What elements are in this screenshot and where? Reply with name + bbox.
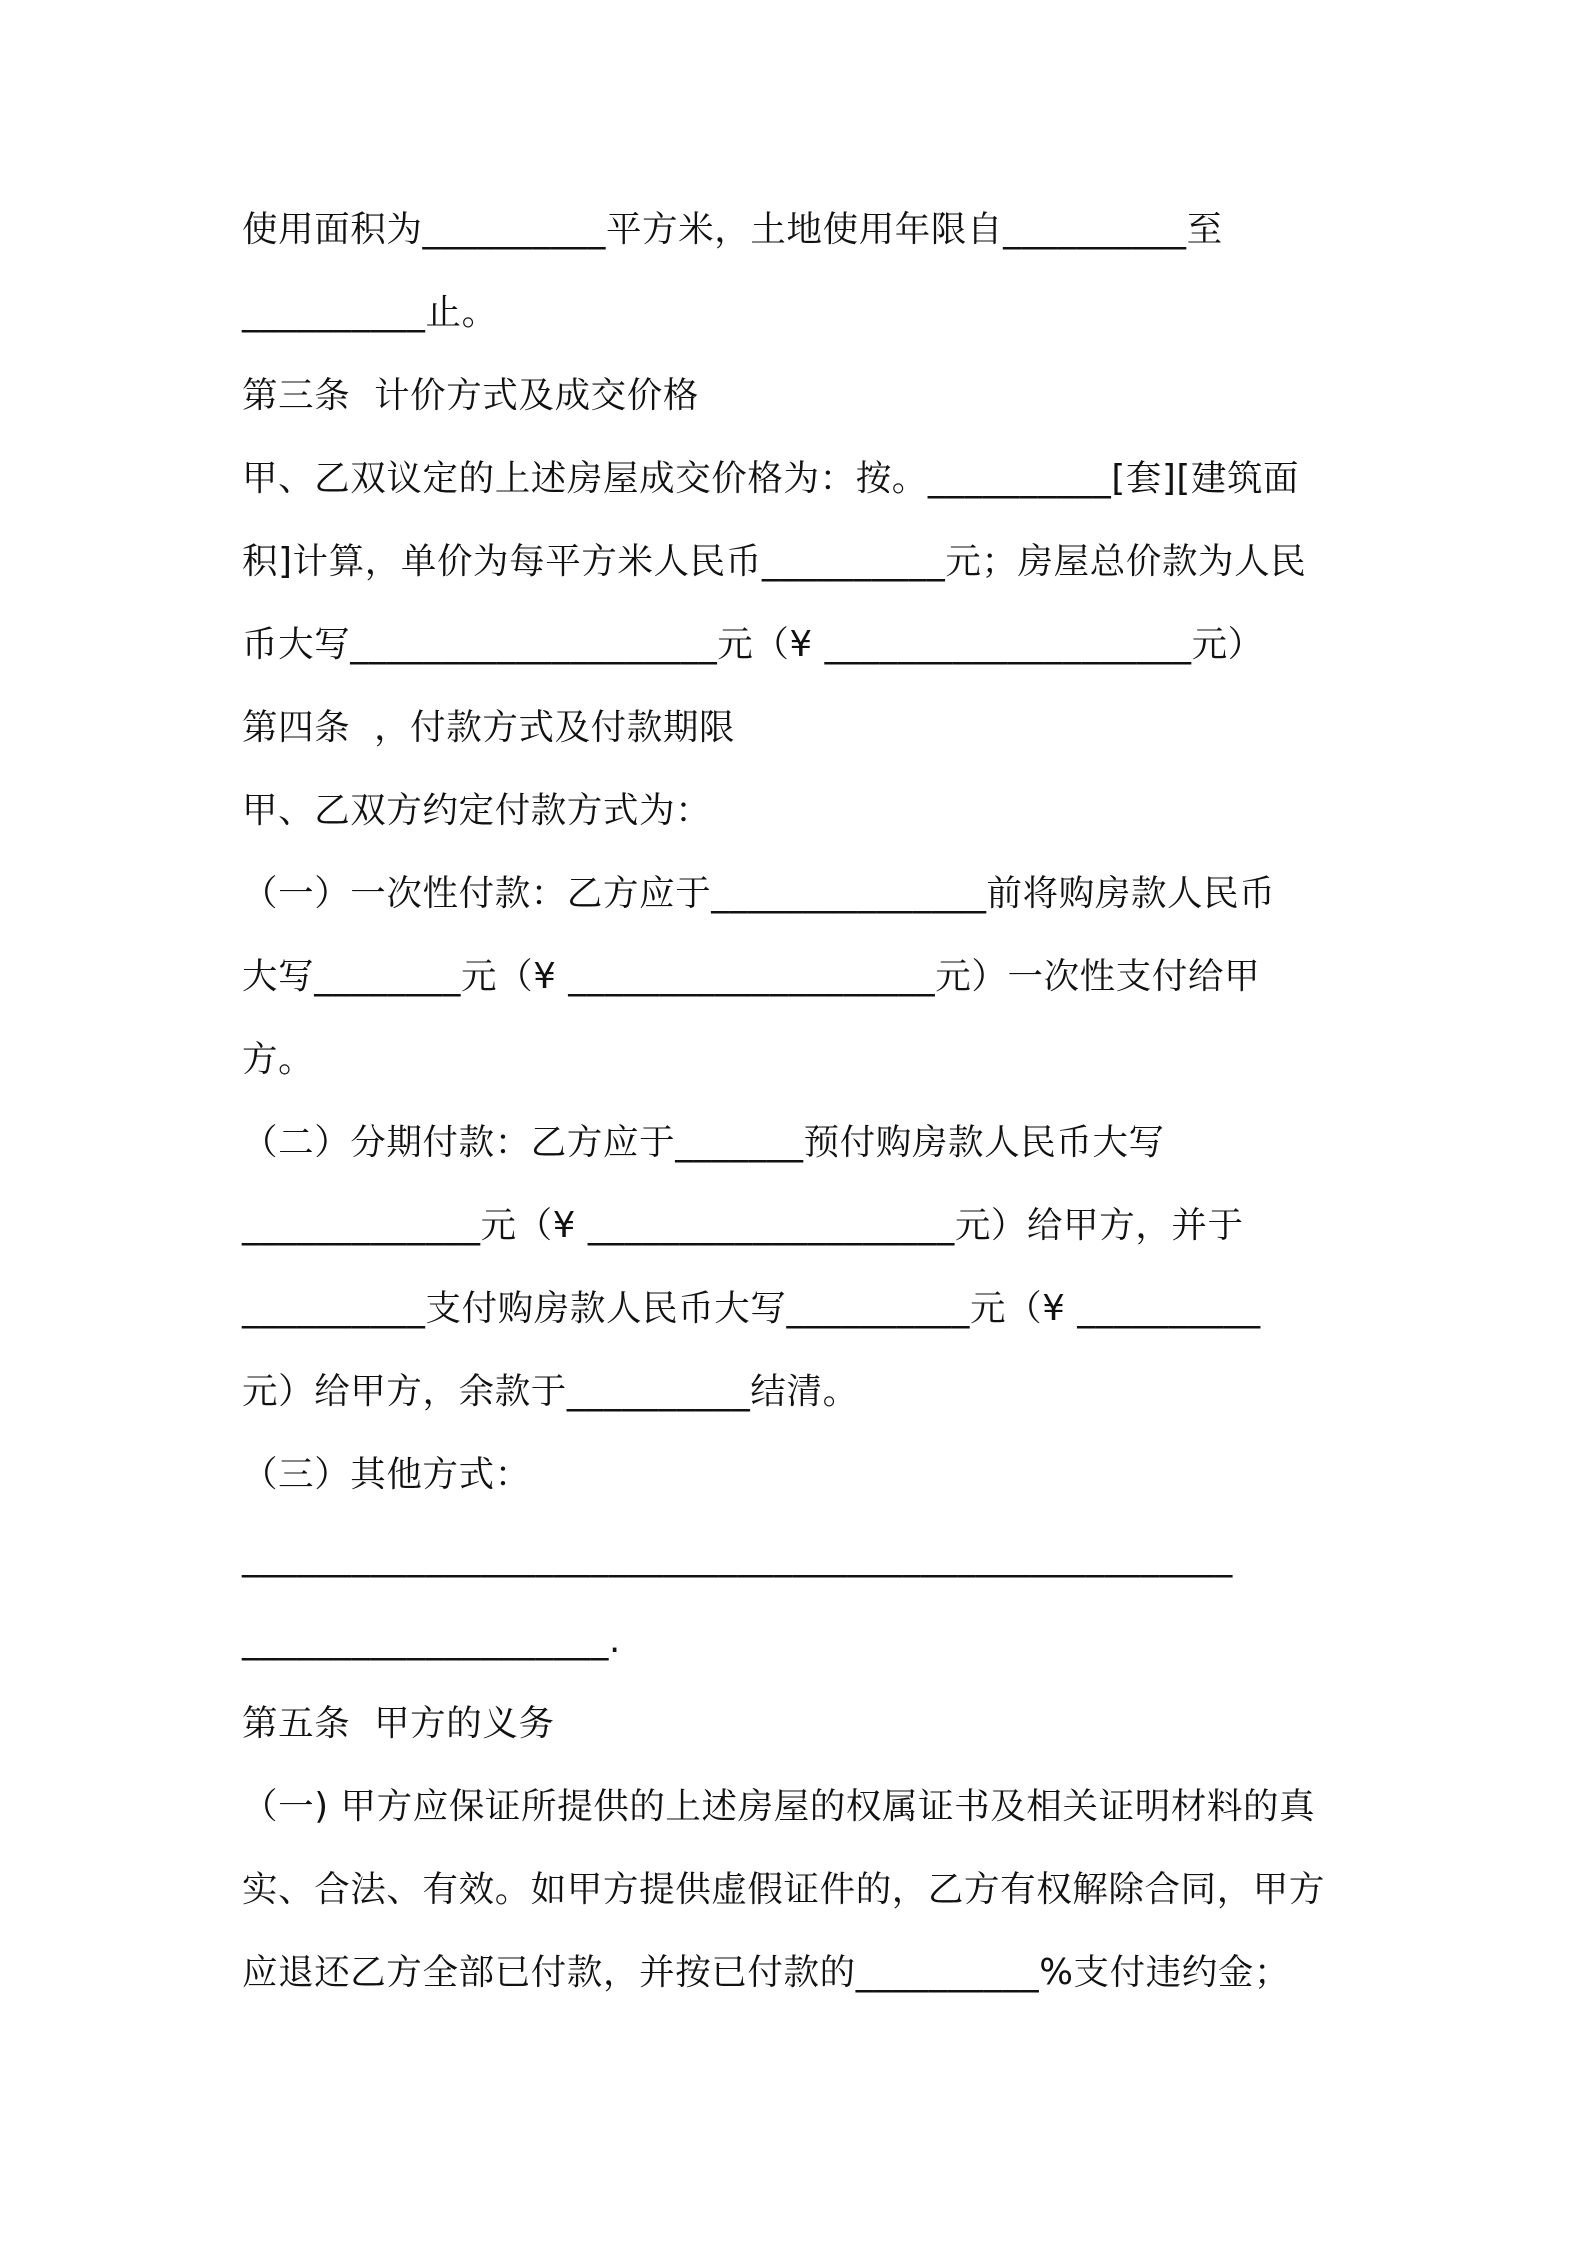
text-line: 元）给甲方，余款于__________结清。 bbox=[242, 1371, 859, 1412]
text-line: 实、合法、有效。如甲方提供虚假证件的，乙方有权解除合同，甲方 bbox=[242, 1869, 1326, 1910]
article-heading: 第四条 ，付款方式及付款期限 bbox=[242, 707, 736, 748]
article-heading: 第五条 甲方的义务 bbox=[242, 1703, 555, 1744]
text-line: __________止。 bbox=[242, 292, 498, 333]
text-line: 甲、乙双方约定付款方式为： bbox=[242, 790, 712, 831]
text-line: 应退还乙方全部已付款，并按已付款的__________%支付违约金； bbox=[242, 1952, 1291, 1993]
text-line: （一）一次性付款：乙方应于_______________前将购房款人民币 bbox=[242, 873, 1276, 914]
text-line: __________支付购房款人民币大写__________元（¥ __________ bbox=[242, 1288, 1261, 1329]
text-line: 使用面积为__________平方米，土地使用年限自__________至 bbox=[242, 209, 1223, 250]
text-line: _____________元（¥ ____________________元）给甲方，并于 bbox=[242, 1205, 1244, 1246]
text-line: 甲、乙双议定的上述房屋成交价格为：按。__________[套][建筑面 bbox=[242, 458, 1300, 499]
text-line: （一) 甲方应保证所提供的上述房屋的权属证书及相关证明材料的真 bbox=[242, 1786, 1316, 1827]
text-line: 大写________元（¥ ____________________元）一次性支付给甲 bbox=[242, 956, 1261, 997]
text-line: （三）其他方式： bbox=[242, 1454, 531, 1495]
blank-fill-line: ______________________________________________________ bbox=[242, 1537, 1233, 1578]
text-line: 币大写____________________元（¥ ____________________元） bbox=[242, 624, 1264, 665]
article-heading: 第三条 计价方式及成交价格 bbox=[242, 375, 699, 416]
text-line: （二）分期付款：乙方应于_______预付购房款人民币大写 bbox=[242, 1122, 1165, 1163]
text-line: 方。 bbox=[242, 1039, 315, 1080]
text-line: 积]计算，单价为每平方米人民币__________元；房屋总价款为人民 bbox=[242, 541, 1307, 582]
blank-fill-line: ____________________. bbox=[242, 1620, 621, 1661]
